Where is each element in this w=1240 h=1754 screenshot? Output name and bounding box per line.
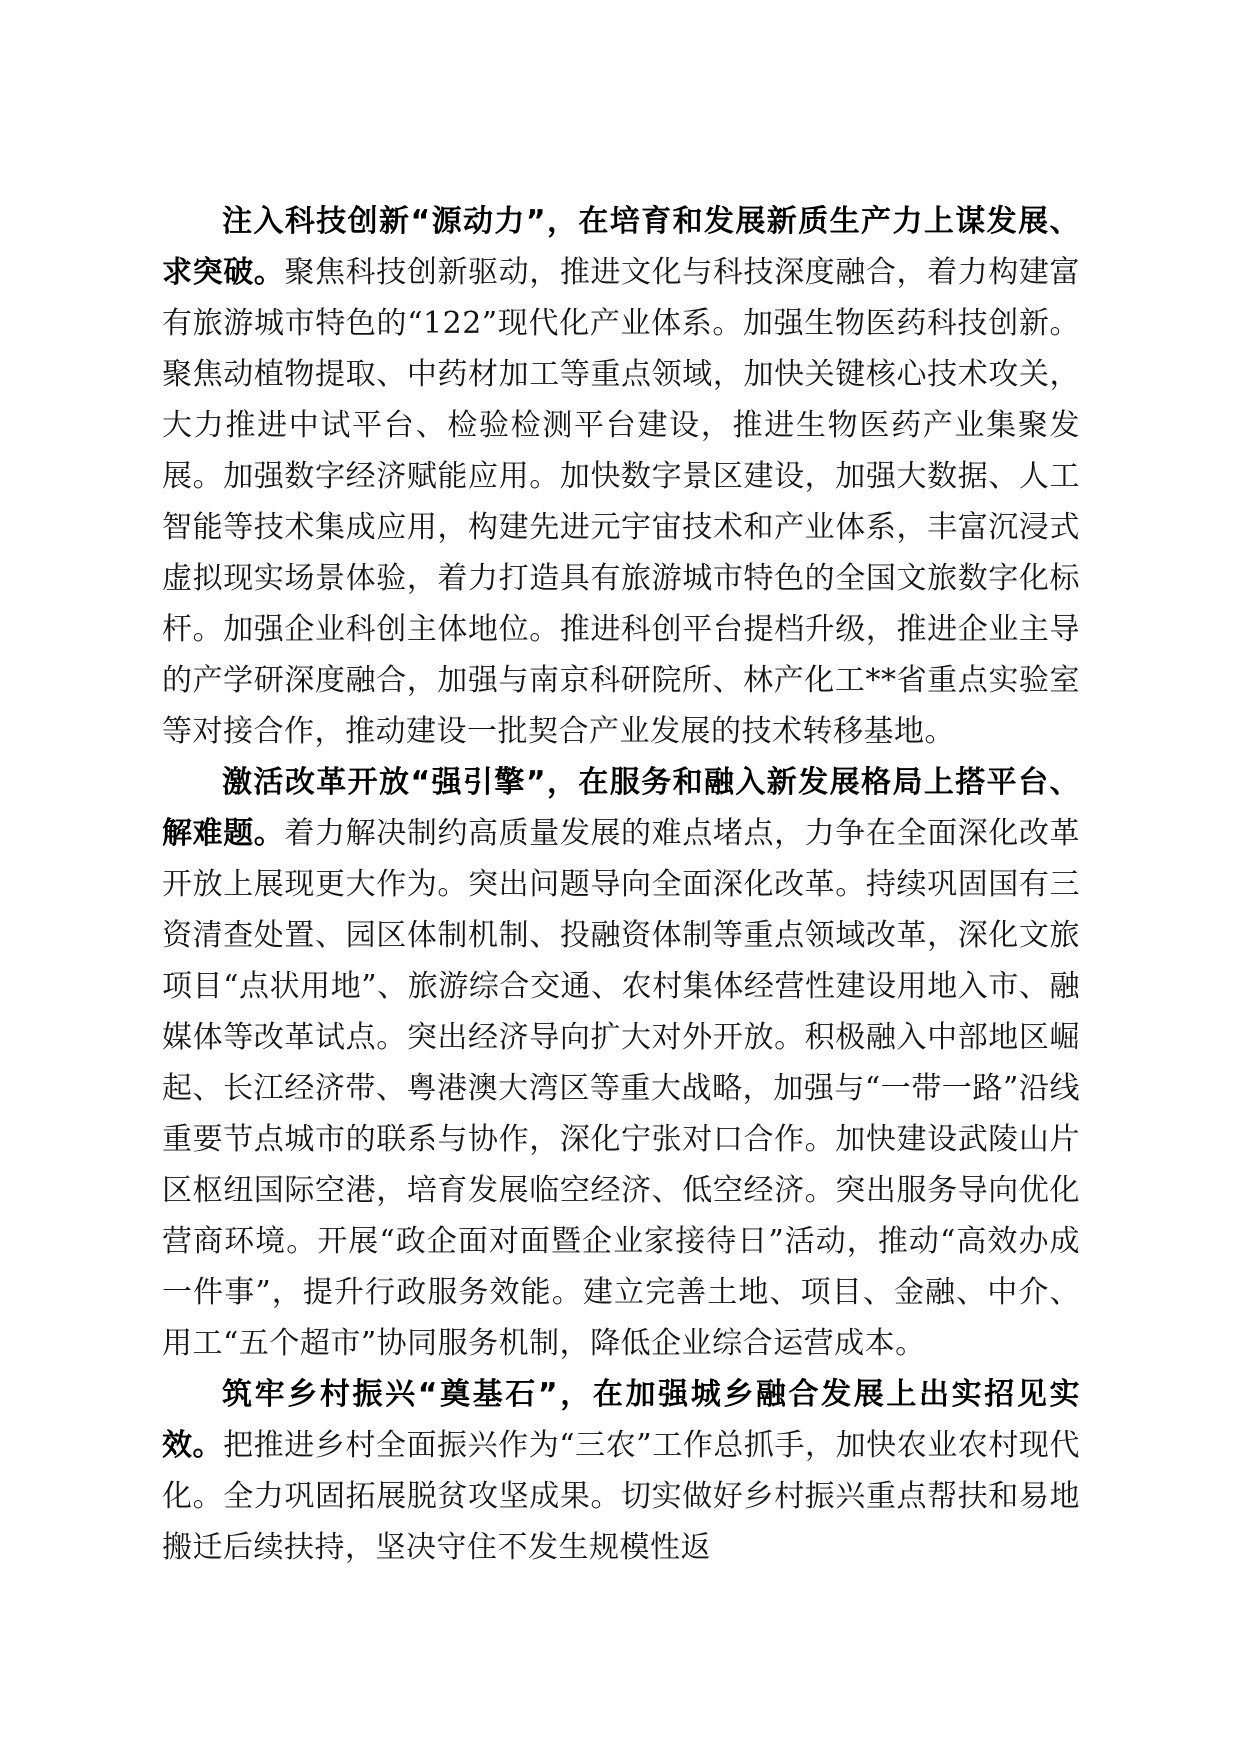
document-page <box>162 196 1080 1573</box>
paragraph-body: 把推进乡村全面振兴作为“三农”工作总抓手，加快农业农村现代化。全力巩固拓展脱贫攻坚成果。切实做好乡村振兴重点帮扶和易地搬迁后续扶持，坚决守住不发生规模性返 <box>162 1428 1080 1565</box>
paragraph-tech-innovation <box>162 196 1080 757</box>
paragraph-heading: 筑牢乡村振兴“奠基石”，在加强城乡融合发展上出实招见实效。 <box>162 1377 1080 1463</box>
paragraph-heading: 注入科技创新“源动力”，在培育和发展新质生产力上谋发展、求突破。 <box>162 204 1080 290</box>
paragraph-reform-opening <box>162 757 1080 1369</box>
paragraph-rural-revitalization <box>162 1369 1080 1573</box>
paragraph-body: 着力解决制约高质量发展的难点堵点，力争在全面深化改革开放上展现更大作为。突出问题导向全面深化改革。持续巩固国有三资清查处置、园区体制机制、投融资体制等重点领域改革，深化文旅项目“点状用地”、旅游综合交通、农村集体经营性建设用地入市、融媒体等改革试点。突出经济导向扩大对外开放。积极融入中部地区崛起、长江经济带、粤港澳大湾区等重大战略，加强与“一带一路”沿线重要节点城市的联系与协作，深化宁张对口合作。加快建设武陵山片区枢纽国际空港，培育发展临空经济、低空经济。突出服务导向优化营商环境。开展“政企面对面暨企业家接待日”活动，推动“高效办成一件事”，提升行政服务效能。建立完善土地、项目、金融、中介、用工“五个超市”协同服务机制，降低企业综合运营成本。 <box>162 816 1081 1361</box>
paragraph-body: 聚焦科技创新驱动，推进文化与科技深度融合，着力构建富有旅游城市特色的“122”现代化产业体系。加强生物医药科技创新。聚焦动植物提取、中药材加工等重点领域，加快关键核心技术攻关，大力推进中试平台、检验检测平台建设，推进生物医药产业集聚发展。加强数字经济赋能应用。加快数字景区建设，加强大数据、人工智能等技术集成应用，构建先进元宇宙技术和产业体系，丰富沉浸式虚拟现实场景体验，着力打造具有旅游城市特色的全国文旅数字化标杆。加强企业科创主体地位。推进科创平台提档升级，推进企业主导的产学研深度融合，加强与南京科研院所、林产化工**省重点实验室等对接合作，推动建设一批契合产业发展的技术转移基地。 <box>162 255 1081 749</box>
paragraph-heading: 激活改革开放“强引擎”，在服务和融入新发展格局上搭平台、解难题。 <box>162 765 1080 851</box>
